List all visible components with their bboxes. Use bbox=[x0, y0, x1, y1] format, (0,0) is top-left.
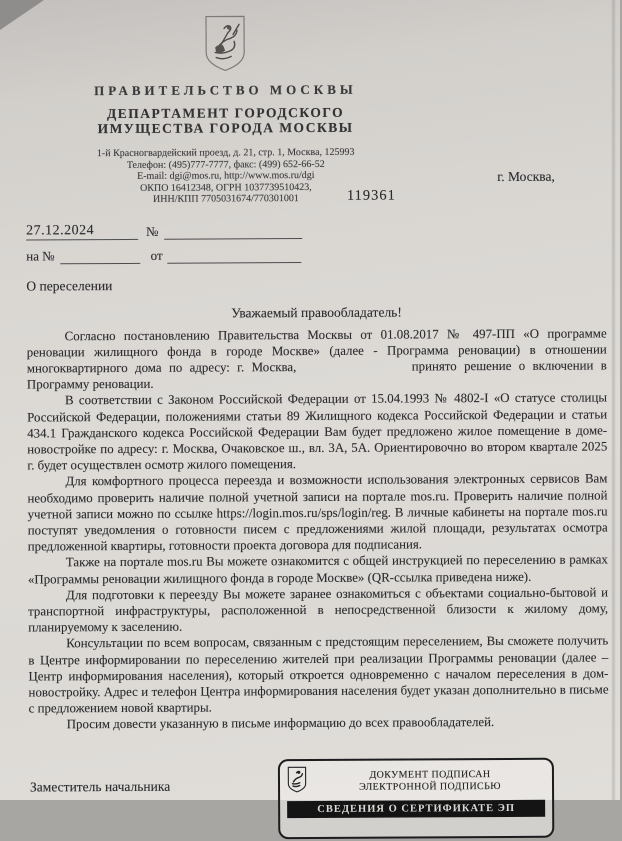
paragraph-1-text: Согласно постановлению Правительства Москвы от 01.08.2017 № 497-ПП «О программе реновации жилищного фонда в городе Москве» (далее - Программа реновации) в отношении многоквартирного дома по адресу: г. Москва, bbox=[26, 325, 607, 376]
signatory-position: Заместитель начальника bbox=[29, 778, 171, 795]
stamp-header-row bbox=[287, 765, 545, 798]
number-label: № bbox=[146, 223, 159, 239]
recipient-city: г. Москва, bbox=[497, 168, 555, 185]
salutation: Уважаемый правообладатель! bbox=[231, 304, 402, 320]
recipient-postcode: 119361 bbox=[346, 187, 396, 204]
number-field-blank bbox=[164, 222, 302, 240]
subject-line: О переселении bbox=[26, 277, 113, 293]
electronic-signature-stamp bbox=[278, 758, 554, 839]
government-title: ПРАВИТЕЛЬСТВО МОСКВЫ bbox=[94, 81, 357, 99]
moscow-coat-of-arms-icon bbox=[25, 13, 425, 75]
stamp-certificate-bar: СВЕДЕНИЯ О СЕРТИФИКАТЕ ЭП bbox=[287, 800, 545, 818]
department-title-line1: ДЕПАРТАМЕНТ ГОРОДСКОГО bbox=[106, 104, 345, 122]
reference-block bbox=[26, 213, 606, 264]
letter-body bbox=[27, 325, 609, 733]
stamp-line2: ЭЛЕКТРОННОЙ ПОДПИСЬЮ bbox=[359, 781, 501, 793]
paragraph-legal-basis: В соответствии с Законом Российской Федерации от 15.04.1993 № 4802-I «О статусе столицы Российской Федерации, положениями статьи 89 Жилищного кодекса Российской Федерации и статьи 434.1 Гражданского кодекса Российской Федерации Вам будет предложено жилое помещение в доме-новостройке по адресу: г. Москва, Очаковское ш., вл. 3А, 5А. Ориентировочно во втором квартале 2025 г. будет осуществлен осмотр жилого помещения. bbox=[27, 390, 608, 473]
department-title bbox=[25, 104, 425, 136]
paragraph-mosru-account: Для комфортного процесса переезда и возможности использования электронных сервисов Вам необходимо проверить наличие полной учетной записи на портале mos.ru. Проверить наличие полной учетной записи можно по ссылке https://login.mos.ru/sps/login/reg. В личные кабинеты на портале mos.ru поступят уведомления о готовности писем с предложениями жилой площади, результатах осмотра предложенной квартиры, готовности проекта договора для подписания. bbox=[27, 471, 608, 554]
stamp-line1: ДОКУМЕНТ ПОДПИСАН bbox=[369, 769, 491, 781]
paragraph-1-continuation: принято решение о включении в Программу реновации. bbox=[26, 358, 607, 392]
contact-okpo-ogrn: ОКПО 16412348, ОГРН 1037739510423, bbox=[140, 181, 312, 194]
contact-inn-kpp: ИНН/КПП 7705031674/770301001 bbox=[152, 193, 299, 205]
department-title-line2: ИМУЩЕСТВА ГОРОДА МОСКВЫ bbox=[97, 119, 354, 137]
reply-number-blank bbox=[61, 246, 141, 263]
date-field: 27.12.2024 bbox=[26, 222, 138, 240]
redacted-address-gap bbox=[296, 370, 404, 371]
from-label: от bbox=[150, 247, 163, 263]
paragraph-inform-holders: Просим довести указанную в письме информацию до всех правообладателей. bbox=[66, 715, 495, 732]
paragraph-infrastructure: Для подготовки к переезду Вы можете заранее ознакомиться с объектами социально-бытовой и транспортной инфраструктуры, расположенной в непосредственной близости к жилому дому, планируемому к заселению. bbox=[28, 585, 609, 635]
stamp-coat-of-arms-icon bbox=[287, 766, 307, 798]
paragraph-renovation-program bbox=[27, 325, 607, 393]
contact-email-web: E-mail: dgi@mos.ru, http://www.mos.ru/dgi bbox=[137, 169, 315, 182]
paragraph-consultations: Консультации по всем вопросам, связанным с предстоящим переселением, Вы сможете получить в Центре информировании по переселению жителей при реализации Программы реновации (далее – Центр информирования населения), который откроется одновременно с началом переселения в дом-новостройку. Адрес и телефон Центра информирования населения будет указан дополнительно в письме с предложением новой квартиры. bbox=[28, 633, 609, 716]
letterhead bbox=[25, 13, 426, 206]
contact-phone-fax: Телефон: (495)777-7777, факс: (499) 652-66-52 bbox=[126, 158, 325, 171]
from-date-blank bbox=[168, 246, 302, 264]
stamp-text bbox=[315, 769, 545, 794]
reference-row-date bbox=[26, 213, 606, 240]
reference-row-reply bbox=[26, 237, 606, 264]
contact-address: 1-й Красногвардейский проезд, д. 21, стр. 1, Москва, 125993 bbox=[96, 146, 355, 160]
reply-label: на № bbox=[26, 247, 55, 263]
paragraph-instruction-qr: Также на портале mos.ru Вы можете ознакомится с общей инструкцией по переселению в рамках «Программы реновации жилищного фонда в городе Москве» (QR-ссылка приведена ниже). bbox=[27, 552, 608, 587]
